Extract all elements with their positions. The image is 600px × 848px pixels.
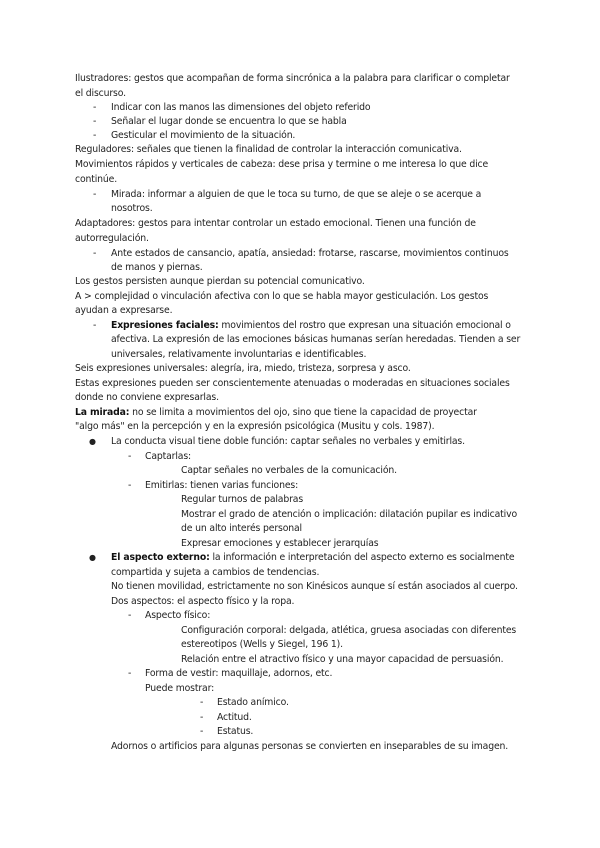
list-item: Configuración corporal: delgada, atlética, gruesa asociadas con diferentes [181, 625, 517, 636]
list-item: Regular turnos de palabras [181, 494, 304, 505]
list-item: Señalar el lugar donde se encuentra lo que se habla [111, 116, 347, 127]
dash-marker: - [93, 102, 97, 113]
list-item: compartida y sujeta a cambios de tendencias. [111, 567, 320, 578]
text-line: Movimientos rápidos y verticales de cabeza: dese prisa y termine o me interesa lo que dice [75, 159, 489, 170]
text-line: Adornos o artificios para algunas personas se convierten en inseparables de su imagen. [111, 741, 509, 752]
list-item [111, 320, 511, 332]
text-line: A > complejidad o vinculación afectiva con lo que se habla mayor gesticulación. Los gestos [75, 291, 489, 302]
dash-marker: - [200, 697, 204, 708]
list-item: Dos aspectos: el aspecto físico y la ropa. [111, 596, 295, 607]
bold-term: El aspecto externo: [111, 552, 210, 563]
list-item: Estado anímico. [217, 697, 289, 708]
list-item: Aspecto físico: [145, 610, 211, 621]
dash-marker: - [93, 320, 97, 331]
dash-marker: - [93, 130, 97, 141]
list-item: La conducta visual tiene doble función: captar señales no verbales y emitirlas. [111, 436, 465, 447]
list-item: Relación entre el atractivo físico y una mayor capacidad de persuasión. [181, 654, 504, 665]
list-item: Actitud. [217, 712, 252, 723]
text-line: Seis expresiones universales: alegría, ira, miedo, tristeza, sorpresa y asco. [75, 363, 411, 374]
list-item [111, 552, 514, 564]
dash-marker: - [128, 451, 132, 462]
list-item: Captarlas: [145, 451, 192, 462]
text-line: el discurso. [75, 88, 126, 99]
dash-marker: - [128, 610, 132, 621]
list-item: Mostrar el grado de atención o implicación: dilatación pupilar es indicativo [181, 509, 517, 520]
dash-marker: - [93, 248, 97, 259]
list-item: Puede mostrar: [145, 683, 215, 694]
text-line: Estas expresiones pueden ser conscientemente atenuadas o moderadas en situaciones sociales [75, 378, 510, 389]
text-line: Reguladores: señales que tienen la finalidad de controlar la interacción comunicativa. [75, 144, 462, 155]
list-item: No tienen movilidad, estrictamente no son Kinésicos aunque sí están asociados al cuerpo. [111, 581, 518, 592]
text-line: "algo más" en la percepción y en la expresión psicológica (Musitu y cols. 1987). [75, 421, 435, 432]
text-span: la información e interpretación del aspecto externo es socialmente [209, 552, 515, 563]
text-line: ayudan a expresarse. [75, 305, 173, 316]
list-item: Captar señales no verbales de la comunicación. [181, 465, 397, 476]
list-item: Indicar con las manos las dimensiones del objeto referido [111, 102, 371, 113]
list-item: de un alto interés personal [181, 523, 302, 534]
list-item: de manos y piernas. [111, 262, 203, 273]
bullet-marker: ● [89, 437, 96, 446]
list-item: Expresar emociones y establecer jerarquías [181, 538, 379, 549]
text-span: movimientos del rostro que expresan una situación emocional o [218, 320, 511, 331]
bullet-marker: ● [89, 553, 96, 562]
dash-marker: - [128, 668, 132, 679]
text-line: Los gestos persisten aunque pierdan su potencial comunicativo. [75, 276, 365, 287]
dash-marker: - [93, 189, 97, 200]
text-span: no se limita a movimientos del ojo, sino que tiene la capacidad de proyectar [129, 407, 477, 418]
text-line: donde no conviene expresarlas. [75, 392, 219, 403]
dash-marker: - [128, 480, 132, 491]
list-item: nosotros. [111, 203, 153, 214]
text-line: Adaptadores: gestos para intentar controlar un estado emocional. Tienen una función de [75, 218, 476, 229]
list-item: Forma de vestir: maquillaje, adornos, etc. [145, 668, 333, 679]
bold-term: La mirada: [75, 407, 130, 418]
text-line [75, 407, 477, 419]
list-item: Ante estados de cansancio, apatía, ansiedad: frotarse, rascarse, movimientos continuos [111, 248, 509, 259]
text-line: autorregulación. [75, 233, 149, 244]
dash-marker: - [200, 712, 204, 723]
bold-term: Expresiones faciales: [111, 320, 219, 331]
list-item: afectiva. La expresión de las emociones básicas humanas serían heredadas. Tienden a ser [111, 334, 521, 345]
text-line: Ilustradores: gestos que acompañan de forma sincrónica a la palabra para clarificar o completar [75, 73, 510, 84]
list-item: Emitirlas: tienen varias funciones: [145, 480, 299, 491]
list-item: universales, relativamente involuntarias e identificables. [111, 349, 367, 360]
list-item: Gesticular el movimiento de la situación. [111, 130, 296, 141]
list-item: Estatus. [217, 726, 254, 737]
dash-marker: - [200, 726, 204, 737]
dash-marker: - [93, 116, 97, 127]
list-item: estereotipos (Wells y Siegel, 196 1). [181, 639, 343, 650]
list-item: Mirada: informar a alguien de que le toca su turno, de que se aleje o se acerque a [111, 189, 482, 200]
text-line: continúe. [75, 174, 118, 185]
